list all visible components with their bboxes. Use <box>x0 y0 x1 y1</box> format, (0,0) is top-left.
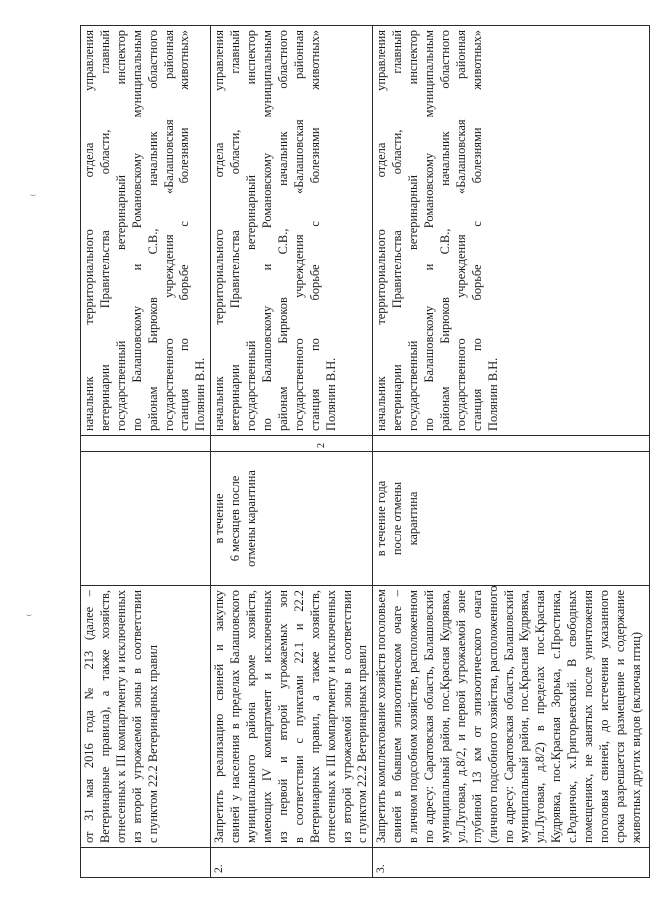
responsible-cell <box>81 26 211 436</box>
text-line: начальник территориального отдела управления <box>374 30 389 431</box>
text-line: свиней у населения в пределах Балашовского <box>228 590 243 843</box>
text-line: отнесенных к III компартменту и исключенных <box>113 590 128 843</box>
text-line: Полянин В.Н. <box>323 357 338 431</box>
event-cell <box>81 586 211 848</box>
text-line: из первой и второй угрожаемых зон <box>275 590 290 843</box>
text-line: отнесенных к III компартменту и исключенных <box>323 590 338 843</box>
text-line: станция по борьбе с болезнями животных» <box>307 30 322 431</box>
text-line: свиней в бывшем эпизоотическом очаге – <box>390 590 405 843</box>
text-line: от 31 мая 2016 года № 213 (далее – <box>82 590 96 843</box>
text-line: государственный ветеринарный инспектор <box>113 30 128 431</box>
text-line: Ветеринарные правила), а также хозяйств, <box>97 590 112 843</box>
text-line: животных других видов (включая птиц) <box>628 631 643 843</box>
text-line: Кудрявка, пос.Красная Зорька, с.Простинка, <box>549 590 564 843</box>
event-cell <box>373 586 650 848</box>
table-row <box>373 26 650 878</box>
text-line: по адресу: Саратовская область, Балашовский <box>501 590 516 843</box>
text-line: отмены карантина <box>244 470 259 567</box>
event-cell <box>211 586 373 848</box>
text-line: с пунктом 22.2 Ветеринарных правил <box>355 645 370 843</box>
text-line: ветеринарии Правительства области, главный <box>97 30 112 431</box>
text-line: государственный ветеринарный инспектор <box>406 30 421 431</box>
text-line: ветеринарии Правительства области, главный <box>390 30 405 431</box>
text-line: имеющих IV компартмент и исключенных <box>259 590 274 843</box>
text-line: станция по борьбе с болезнями животных» <box>469 30 484 431</box>
measures-table <box>80 25 650 878</box>
term-cell <box>373 452 650 586</box>
scan-mark <box>26 612 32 616</box>
text-line: в течение года <box>374 480 389 557</box>
term-cell <box>211 452 373 586</box>
table-row <box>81 26 211 878</box>
term-cell <box>81 452 211 586</box>
text-line: из второй угрожаемой зоны в соответствии <box>339 590 354 843</box>
text-line: ул.Луговая, д.8/2) в пределах пос.Красная <box>533 590 548 843</box>
page-number: 2 <box>316 443 327 448</box>
text-line: государственного учреждения «Балашовская районная <box>453 30 468 431</box>
empty-cell <box>81 436 211 452</box>
text-line: из второй угрожаемой зоны в соответствии <box>129 590 144 843</box>
text-line: районам Бирюков С.В., начальник областного <box>275 30 290 431</box>
text-line: начальник территориального отдела управления <box>82 30 96 431</box>
text-line: с пунктом 22.2 Ветеринарных правил <box>145 645 160 843</box>
text-line: в личном подсобном хозяйстве, расположенном <box>406 590 421 843</box>
text-line: поголовья свиней, до истечения указанного <box>597 590 611 843</box>
text-line: срока разрешается размещение и содержание <box>612 590 627 843</box>
row-number-cell <box>81 848 211 878</box>
text-line: муниципальный район, пос.Красная Кудрявка, <box>437 590 452 843</box>
text-line: Запретить комплектование хозяйств поголовьем <box>374 589 389 843</box>
text-line: после отмены <box>390 481 405 556</box>
text-line: Полянин В.Н. <box>193 357 208 431</box>
scan-mark <box>30 192 36 196</box>
text-line: карантина <box>406 491 421 546</box>
text-line: в соответствии с пунктами 22.1 и 22.2 <box>291 590 306 843</box>
text-line: ветеринарии Правительства области, главный <box>228 30 243 431</box>
text-line: по Балашовскому и Романовскому муниципальным <box>422 30 437 431</box>
text-line: районам Бирюков С.В., начальник областного <box>145 30 160 431</box>
text-line: районам Бирюков С.В., начальник областного <box>437 30 452 431</box>
row-number-cell: 3. <box>373 848 650 878</box>
text-line: государственного учреждения «Балашовская районная <box>291 30 306 431</box>
text-line: государственного учреждения «Балашовская районная <box>161 30 176 431</box>
text-line: по Балашовскому и Романовскому муниципальным <box>259 30 274 431</box>
text-line: по Балашовскому и Романовскому муниципальным <box>129 30 144 431</box>
text-line: помещениях, не занятых после уничтожения <box>581 590 596 843</box>
text-line: муниципальный район, пос.Красная Кудрявка, <box>517 590 532 843</box>
text-line: (личного подсобного хозяйства, расположенного <box>485 585 500 843</box>
text-line: 6 месяцев после <box>228 475 243 562</box>
text-line: муниципального района кроме хозяйств, <box>244 590 259 843</box>
table-row <box>211 26 373 878</box>
row-number-cell: 2. <box>211 848 373 878</box>
responsible-cell <box>211 26 373 436</box>
text-line: Полянин В.Н. <box>485 357 500 431</box>
text-line: Запретить реализацию свиней и закупку <box>212 590 227 843</box>
text-line: Ветеринарных правил, а также хозяйств, <box>307 590 322 843</box>
text-line: начальник территориального отдела управления <box>212 30 227 431</box>
responsible-cell <box>373 26 650 436</box>
text-line: по адресу: Саратовская область, Балашовский <box>422 590 437 843</box>
empty-cell <box>373 436 650 452</box>
empty-cell <box>211 436 373 452</box>
text-line: с.Родничок, х.Григорьевский. В свободных <box>565 590 580 843</box>
text-line: государственный ветеринарный инспектор <box>244 30 259 431</box>
text-line: глубиной 13 км от эпизоотического очага <box>469 590 484 843</box>
text-line: ул.Луговая, д.8/2, и первой угрожаемой зоне <box>453 590 468 843</box>
text-line: станция по борьбе с болезнями животных» <box>177 30 192 431</box>
text-line: в течение <box>212 493 227 544</box>
